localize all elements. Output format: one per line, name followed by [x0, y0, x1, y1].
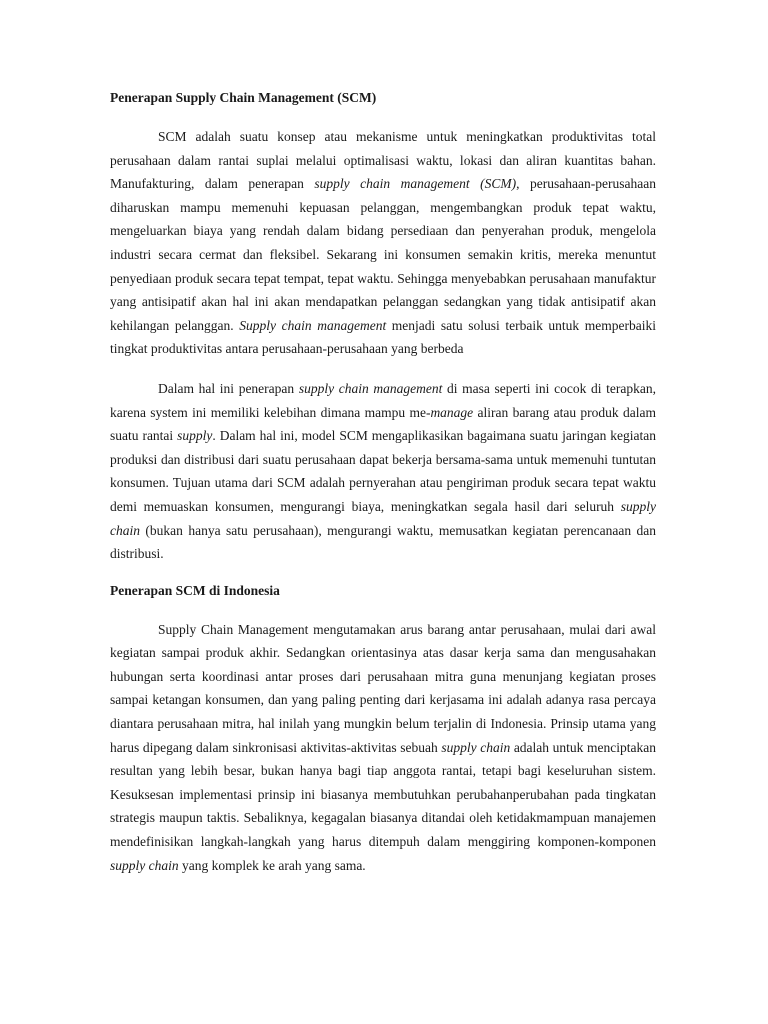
section-heading-indonesia: Penerapan SCM di Indonesia — [110, 582, 280, 598]
italic-run: supply chain management — [298, 380, 443, 396]
italic-run: supply chain — [110, 498, 656, 538]
italic-run: supply — [177, 428, 213, 444]
document-page — [110, 86, 656, 877]
text-run: di masa seperti ini cocok di terapkan, karena system ini memiliki kelebihan dimana mampu me- — [110, 380, 656, 420]
text-run: . Dalam hal ini, model SCM mengaplikasikan bagaimana suatu jaringan kegiatan produksi dan distribusi dari suatu perusahaan dapat bekerja bersama-sama untuk memenuhi tuntutan konsumen. Tujuan utama dari SCM adalah pernyerahan atau pengiriman produk secara tepat waktu demi memuaskan konsumen, mengurangi biaya, meningkatkan segala hasil dari seluruh — [110, 428, 656, 514]
text-run: adalah untuk menciptakan resultan yang lebih besar, bukan hanya bagi tiap anggota rantai, tetapi bagi keseluruhan sistem. Kesuksesan implementasi prinsip ini biasanya membutuhkan perubahanperubahan pada tingkatan strategis maupun taktis. Sebaliknya, kegagalan biasanya ditandai oleh ketidakmampuan manajemen mendefinisikan langkah-langkah yang harus ditempuh dalam menggiring komponen-komponen — [110, 739, 656, 850]
text-run: (bukan hanya satu perusahaan), mengurangi waktu, memusatkan kegiatan perencanaan dan distribusi. — [110, 522, 656, 562]
text-run: aliran barang atau produk dalam suatu rantai — [110, 404, 656, 444]
italic-run: supply chain — [441, 739, 511, 755]
paragraph-scm-indonesia — [110, 618, 656, 878]
text-run: Supply Chain Management mengutamakan arus barang antar perusahaan, mulai dari awal kegiatan sampai produk akhir. Sedangkan orientasinya atas dasar kerja sama dan mengusahakan hubungan serta koordinasi antar proses dari perusahaan mitra guna menunjang kegiatan proses sampai ketangan konsumen, dan yang paling penting dari kerjasama ini adalah adanya rasa percaya diantara perusahaan mitra, hal inilah yang mungkin belum terjalin di Indonesia. Prinsip utama yang harus dipegang dalam sinkronisasi aktivitas-aktivitas sebuah — [110, 621, 656, 755]
italic-run: manage — [430, 404, 474, 420]
italic-run: supply chain management (SCM) — [314, 176, 517, 192]
italic-run: Supply chain management — [239, 317, 387, 333]
italic-run: supply chain — [110, 857, 179, 873]
text-run: Dalam hal ini penerapan — [158, 380, 299, 396]
text-run: , perusahaan-perusahaan diharuskan mampu memenuhi kepuasan pelanggan, mengembangkan produk tepat waktu, mengeluarkan biaya yang rendah dalam bidang persediaan dan penyerahan produk, mengelola industri secara cermat dan fleksibel. Sekarang ini konsumen semakin kritis, mereka menuntut penyediaan produk secara tepat tempat, tepat waktu. Sehingga menyebabkan perusahaan manufaktur yang antisipatif akan hal ini akan mendapatkan pelanggan sedangkan yang tidak antisipatif akan kehilangan pelanggan. — [110, 176, 656, 333]
text-run: SCM adalah suatu konsep atau mekanisme untuk meningkatkan produktivitas total perusahaan dalam rantai suplai melalui optimalisasi waktu, lokasi dan aliran kuantitas bahan. Manufakturing, dalam penerapan — [110, 129, 656, 192]
text-run: yang komplek ke arah yang sama. — [178, 857, 366, 873]
paragraph-scm-application — [110, 377, 656, 566]
section-heading-scm: Penerapan Supply Chain Management (SCM) — [110, 90, 377, 105]
text-run: menjadi satu solusi terbaik untuk memperbaiki tingkat produktivitas antara perusahaan-perusahaan yang berbeda — [110, 317, 656, 357]
paragraph-scm-definition — [110, 125, 656, 361]
